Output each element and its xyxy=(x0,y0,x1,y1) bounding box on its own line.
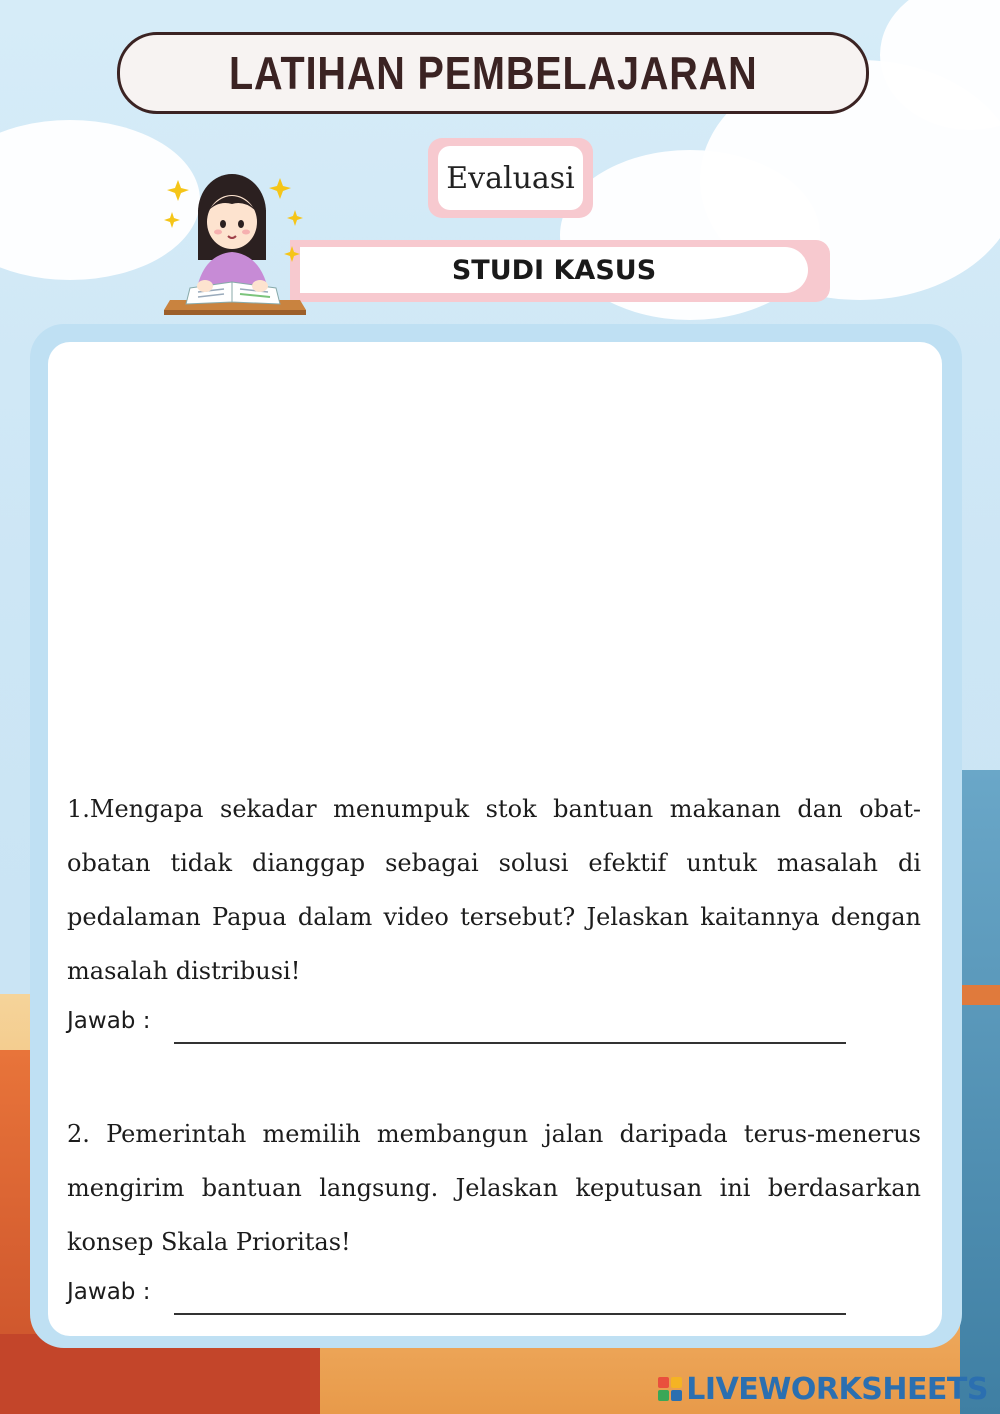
liveworksheets-watermark xyxy=(658,1372,988,1406)
evaluasi-tag xyxy=(428,138,593,218)
question-1: 1.Mengapa sekadar menumpuk stok bantuan makanan dan obat-obatan tidak dianggap sebagai solusi efektif untuk masalah di pedalaman Papua dalam video tersebut? Jelaskan kaitannya dengan masalah distribusi! xyxy=(67,795,921,985)
section-label: STUDI KASUS xyxy=(451,254,657,286)
answer-field-2[interactable] xyxy=(174,1285,846,1315)
evaluasi-label: Evaluasi xyxy=(438,146,583,210)
student-reading-illustration xyxy=(160,160,310,315)
classroom-desk-right xyxy=(960,985,1000,1005)
answer-label-2: Jawab : xyxy=(67,1279,151,1305)
liveworksheets-logo-icon xyxy=(658,1377,682,1401)
page-title: LATIHAN PEMBELAJARAN xyxy=(228,47,758,99)
classroom-wall-right xyxy=(960,770,1000,1414)
answer-label-1: Jawab : xyxy=(67,1008,151,1034)
answer-field-1[interactable] xyxy=(174,1014,846,1044)
section-label-box xyxy=(300,247,808,293)
watermark-text: LIVEWORKSHEETS xyxy=(686,1371,988,1407)
title-banner xyxy=(117,32,869,114)
question-2: 2. Pemerintah memilih membangun jalan daripada terus-menerus mengirim bantuan langsung. Jelaskan keputusan ini berdasarkan konsep Skala Prioritas! xyxy=(67,1120,921,1256)
